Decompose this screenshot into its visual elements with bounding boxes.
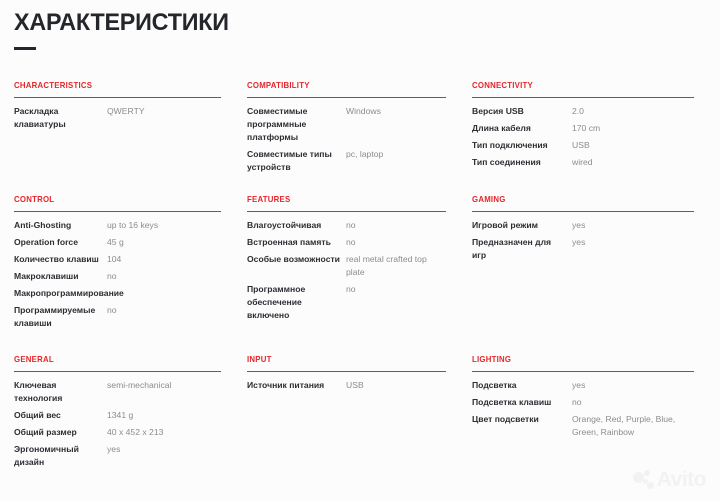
spec-value: up to 16 keys bbox=[107, 220, 159, 231]
section-divider-compatibility bbox=[247, 97, 446, 98]
title-underline-rule bbox=[14, 47, 36, 50]
section-divider-gaming bbox=[472, 211, 694, 212]
spec-value: no bbox=[572, 397, 582, 408]
spec-section-connectivity bbox=[458, 80, 706, 194]
spec-value: 45 g bbox=[107, 237, 124, 248]
spec-row bbox=[14, 236, 221, 249]
section-title-compatibility: COMPATIBILITY bbox=[247, 80, 310, 90]
section-divider-lighting bbox=[472, 371, 694, 372]
spec-row bbox=[14, 443, 221, 469]
spec-value: yes bbox=[572, 220, 586, 231]
spec-row bbox=[247, 148, 446, 174]
spec-row bbox=[14, 253, 221, 266]
spec-section-compatibility bbox=[233, 80, 458, 194]
spec-label: Длина кабеля bbox=[472, 123, 531, 134]
spec-label: Влагоустойчивая bbox=[247, 220, 322, 231]
spec-row bbox=[247, 253, 446, 279]
spec-value: yes bbox=[572, 237, 586, 248]
spec-rows-characteristics bbox=[14, 105, 221, 131]
spec-rows-compatibility bbox=[247, 105, 446, 174]
section-title-gaming: GAMING bbox=[472, 194, 506, 204]
spec-label: Подсветка клавиш bbox=[472, 397, 552, 408]
spec-label: Встроенная память bbox=[247, 237, 331, 248]
spec-label: Количество клавиш bbox=[14, 254, 99, 265]
spec-label: Игровой режим bbox=[472, 220, 538, 231]
spec-label: Источник питания bbox=[247, 380, 325, 391]
spec-label: Макроклавиши bbox=[14, 271, 79, 282]
spec-section-characteristics bbox=[0, 80, 233, 194]
spec-section-general bbox=[0, 354, 233, 494]
spec-row bbox=[472, 156, 694, 169]
spec-label: Совместимые типы устройств bbox=[247, 149, 332, 173]
spec-value: 40 x 452 x 213 bbox=[107, 427, 164, 438]
section-divider-characteristics bbox=[14, 97, 221, 98]
section-divider-connectivity bbox=[472, 97, 694, 98]
spec-value: USB bbox=[346, 380, 364, 391]
spec-label: Общий размер bbox=[14, 427, 77, 438]
spec-row bbox=[14, 219, 221, 232]
spec-rows-connectivity bbox=[472, 105, 694, 169]
spec-row bbox=[472, 396, 694, 409]
spec-row bbox=[14, 304, 221, 330]
spec-row bbox=[472, 413, 694, 439]
spec-value: semi-mechanical bbox=[107, 380, 172, 391]
spec-value: 1341 g bbox=[107, 410, 134, 421]
spec-label: Макропрограммирование bbox=[14, 288, 124, 299]
spec-value: yes bbox=[107, 444, 121, 455]
spec-label: Версия USB bbox=[472, 106, 524, 117]
spec-label: Программируемые клавиши bbox=[14, 305, 96, 329]
spec-label: Совместимые программные платформы bbox=[247, 106, 308, 143]
spec-rows-gaming bbox=[472, 219, 694, 262]
spec-value: no bbox=[346, 220, 356, 231]
spec-row bbox=[247, 105, 446, 144]
spec-value: real metal crafted top plate bbox=[346, 254, 427, 278]
spec-row bbox=[14, 426, 221, 439]
spec-label: Программное обеспечение включено bbox=[247, 284, 306, 321]
spec-label: Подсветка bbox=[472, 380, 517, 391]
section-title-lighting: LIGHTING bbox=[472, 354, 512, 364]
spec-value: 170 cm bbox=[572, 123, 601, 134]
avito-watermark-label: Avito bbox=[656, 468, 706, 491]
spec-row bbox=[472, 105, 694, 118]
spec-rows-lighting bbox=[472, 379, 694, 439]
spec-value: Orange, Red, Purple, Blue, Green, Rainbow bbox=[572, 414, 676, 438]
spec-value: pc, laptop bbox=[346, 149, 384, 160]
spec-value: USB bbox=[572, 140, 590, 151]
section-title-general: GENERAL bbox=[14, 354, 54, 364]
spec-value: Windows bbox=[346, 106, 381, 117]
spec-label: Anti-Ghosting bbox=[14, 220, 72, 231]
spec-row bbox=[247, 219, 446, 232]
spec-value: no bbox=[107, 305, 117, 316]
spec-rows-control bbox=[14, 219, 221, 330]
section-title-control: CONTROL bbox=[14, 194, 55, 204]
section-divider-features bbox=[247, 211, 446, 212]
spec-value: wired bbox=[572, 157, 593, 168]
spec-value: QWERTY bbox=[107, 106, 145, 117]
spec-row bbox=[472, 379, 694, 392]
spec-value: no bbox=[346, 284, 356, 295]
spec-row bbox=[472, 236, 694, 262]
spec-row bbox=[472, 122, 694, 135]
spec-label: Тип подключения bbox=[472, 140, 548, 151]
section-title-input: INPUT bbox=[247, 354, 272, 364]
spec-row bbox=[14, 105, 221, 131]
page-title: ХАРАКТЕРИСТИКИ bbox=[14, 9, 229, 36]
spec-label: Operation force bbox=[14, 237, 78, 248]
spec-row bbox=[14, 287, 221, 300]
section-title-characteristics: CHARACTERISTICS bbox=[14, 80, 93, 90]
section-divider-input bbox=[247, 371, 446, 372]
spec-row bbox=[14, 379, 221, 405]
spec-label: Тип соединения bbox=[472, 157, 541, 168]
spec-row bbox=[472, 219, 694, 232]
spec-row bbox=[247, 379, 446, 392]
spec-section-lighting bbox=[458, 354, 706, 494]
spec-label: Предназначен для игр bbox=[472, 237, 552, 261]
spec-label: Раскладка клавиатуры bbox=[14, 106, 66, 130]
spec-section-gaming bbox=[458, 194, 706, 354]
spec-label: Эргономичный дизайн bbox=[14, 444, 79, 468]
spec-value: no bbox=[107, 271, 117, 282]
spec-value: 104 bbox=[107, 254, 122, 265]
spec-section-features bbox=[233, 194, 458, 354]
specifications-grid bbox=[0, 80, 720, 494]
spec-section-control bbox=[0, 194, 233, 354]
section-title-features: FEATURES bbox=[247, 194, 291, 204]
section-divider-control bbox=[14, 211, 221, 212]
spec-section-input bbox=[233, 354, 458, 494]
spec-value: no bbox=[346, 237, 356, 248]
spec-label: Цвет подсветки bbox=[472, 414, 539, 425]
spec-label: Особые возможности bbox=[247, 254, 340, 265]
spec-rows-input bbox=[247, 379, 446, 392]
spec-value: 2.0 bbox=[572, 106, 584, 117]
section-divider-general bbox=[14, 371, 221, 372]
spec-row bbox=[14, 409, 221, 422]
spec-label: Общий вес bbox=[14, 410, 61, 421]
spec-rows-features bbox=[247, 219, 446, 322]
spec-row bbox=[472, 139, 694, 152]
spec-row bbox=[247, 236, 446, 249]
spec-rows-general bbox=[14, 379, 221, 469]
spec-label: Ключевая технология bbox=[14, 380, 63, 404]
section-title-connectivity: CONNECTIVITY bbox=[472, 80, 533, 90]
spec-row bbox=[14, 270, 221, 283]
spec-value: yes bbox=[572, 380, 586, 391]
spec-row bbox=[247, 283, 446, 322]
